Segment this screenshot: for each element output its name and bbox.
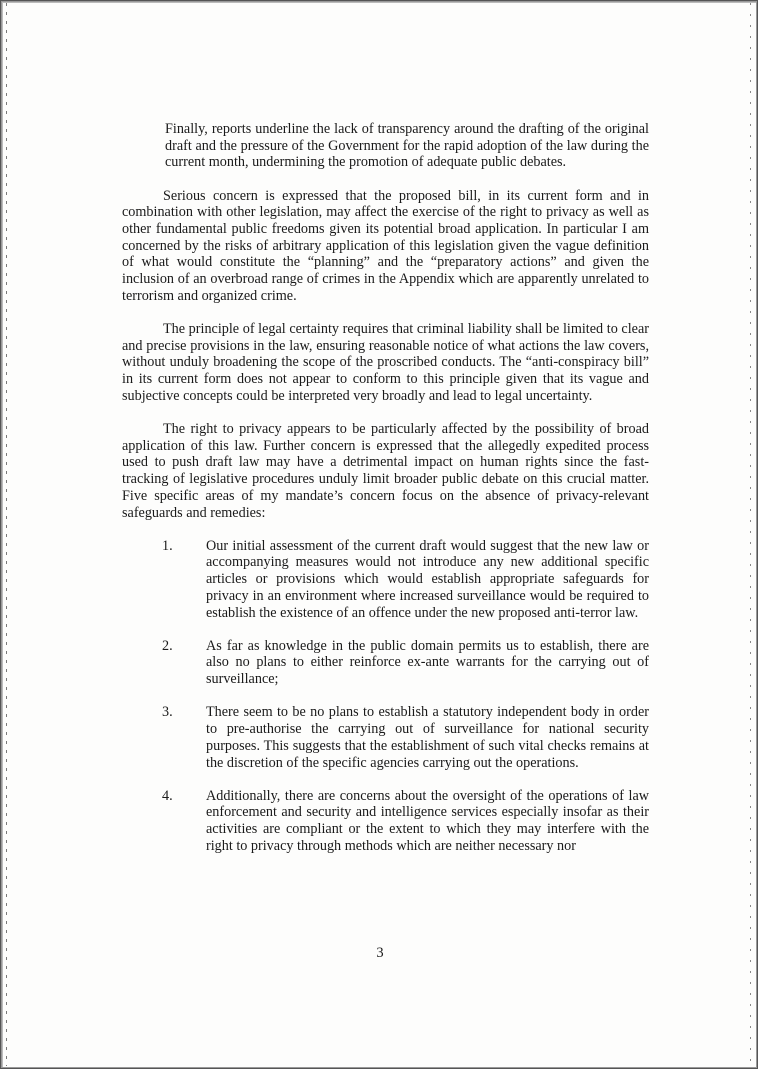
list-item-text: Our initial assessment of the current draft would suggest that the new law or accompanying measures would not introduce any new additional specific articles or provisions which would establish appropriate safeguards for privacy in an environment where increased surveillance would be required to establish the existence of an offence under the new proposed anti-terror law. (206, 537, 649, 621)
scan-edge-right (750, 3, 751, 1066)
paragraph-privacy: The right to privacy appears to be particularly affected by the possibility of broad application of this law. Further concern is expressed that the allegedly expedited process used to push draft law may have a detrimental impact on human rights since the fast-tracking of legislative procedures unduly limit broader public debate on this crucial matter. Five specific areas of my mandate’s concern focus on the absence of privacy-relevant safeguards and remedies: (122, 421, 649, 521)
paragraph-finally: Finally, reports underline the lack of transparency around the drafting of the original draft and the pressure of the Government for the rapid adoption of the law during the current month, undermining the promotion of adequate public debates. (165, 121, 649, 171)
list-item (122, 788, 649, 855)
list-item-number: 4. (162, 787, 173, 804)
page-body (122, 121, 649, 871)
page-number: 3 (376, 945, 384, 961)
list-item-text: As far as knowledge in the public domain permits us to establish, there are also no plans to either reinforce ex-ante warrants for the carrying out of surveillance; (206, 637, 649, 688)
list-item-number: 2. (162, 637, 173, 654)
list-item-number: 3. (162, 704, 173, 721)
paragraph-concern: Serious concern is expressed that the proposed bill, in its current form and in combination with other legislation, may affect the exercise of the right to privacy as well as other fundamental public freedoms given its potential broad application. In particular I am concerned by the risks of arbitrary application of this legislation given the vague definition of what would constitute the “planning” and the “preparatory actions” and given the inclusion of an overbroad range of crimes in the Appendix which are apparently unrelated to terrorism and organized crime. (122, 187, 649, 304)
paragraph-legal-certainty: The principle of legal certainty requires that criminal liability shall be limited to clear and precise provisions in the law, ensuring reasonable notice of what actions the law covers, without unduly broadening the scope of the proscribed conducts. The “anti-conspiracy bill” in its current form does not appear to conform to this principle given that its vague and subjective concepts could be interpreted very broadly and lead to legal uncertainty. (122, 321, 649, 404)
list-item (122, 538, 649, 622)
list-item-text: There seem to be no plans to establish a statutory independent body in order to pre-authorise the carrying out of surveillance for national security purposes. This suggests that the establishment of such vital checks remains at the discretion of the specific agencies carrying out the operations. (206, 704, 649, 771)
list-item (122, 704, 649, 771)
list-item-text: Additionally, there are concerns about the oversight of the operations of law enforcement and security and intelligence services especially insofar as their activities are compliant or the extent to which they may interfere with the right to privacy through methods which are neither necessary nor (206, 787, 649, 854)
scan-edge-left (6, 3, 7, 1066)
list-item (122, 638, 649, 688)
list-item-number: 1. (162, 537, 173, 554)
